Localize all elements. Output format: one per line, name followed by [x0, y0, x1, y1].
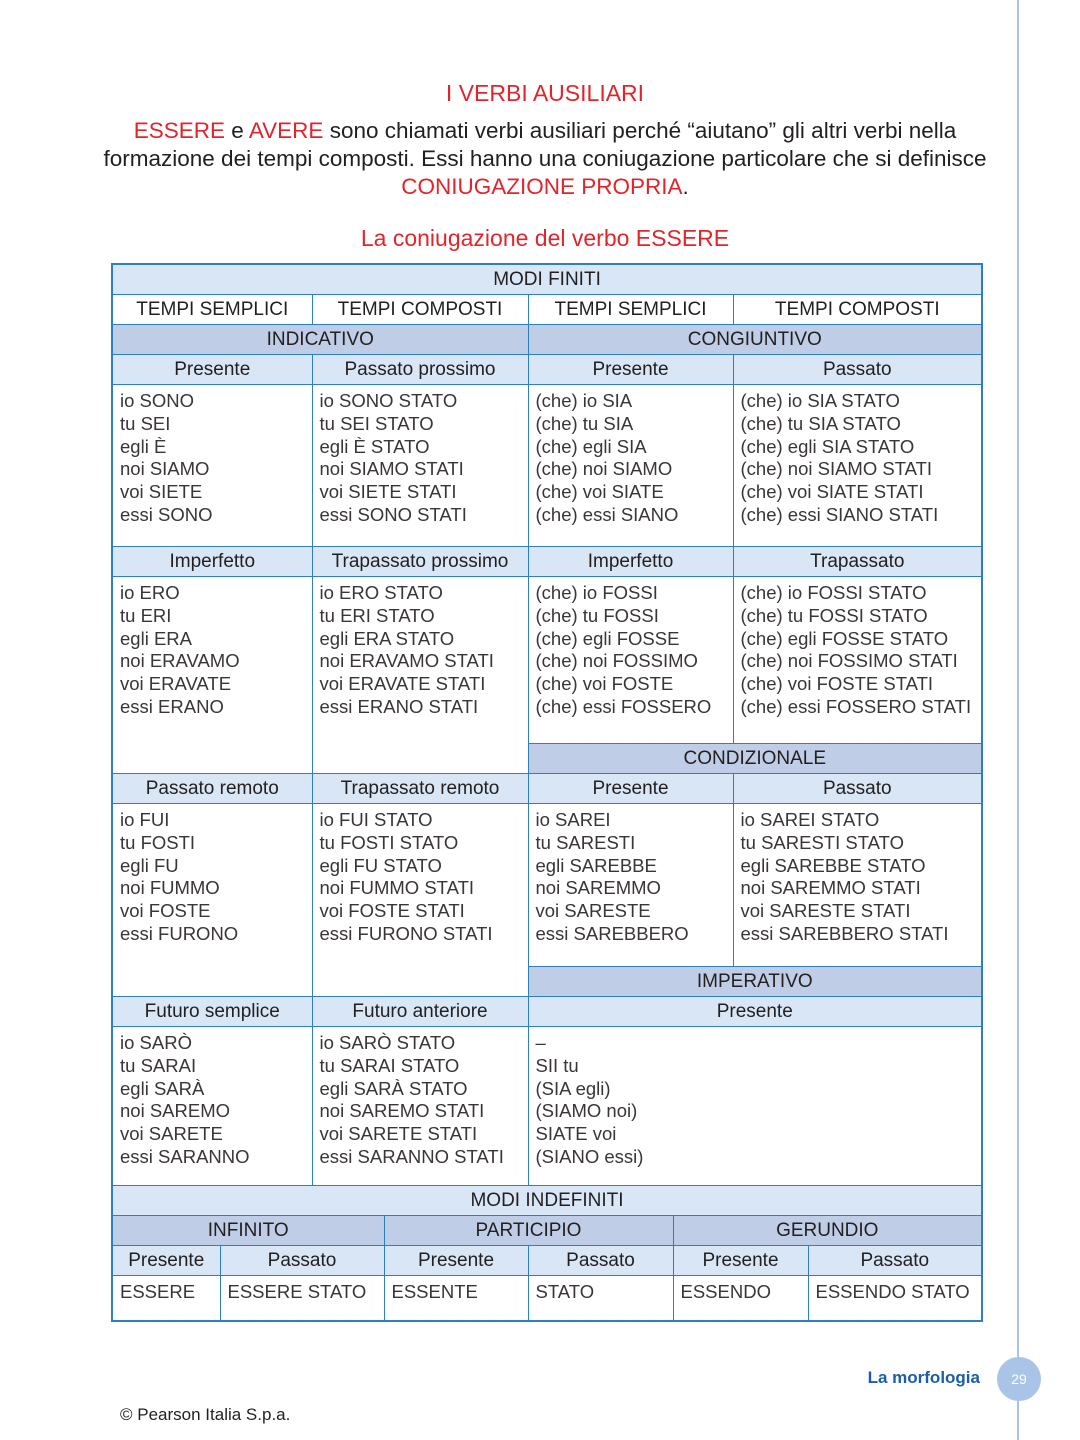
- ind-futuro-semplice-header: Futuro semplice: [112, 997, 312, 1027]
- intro-essere: ESSERE: [133, 118, 226, 143]
- ind-trapassato-remoto-header: Trapassato remoto: [312, 774, 528, 804]
- part-presente-header: Presente: [384, 1246, 528, 1276]
- conjugation-form: (che) voi FOSTE: [535, 673, 674, 695]
- conjugation-form: noi SAREMMO STATI: [740, 877, 921, 899]
- conjugation-form: io SONO STATO: [319, 390, 458, 411]
- modi-finiti-header: MODI FINITI: [112, 264, 982, 295]
- conjugation-form: (che) tu SIA: [535, 412, 634, 434]
- conjugation-form: egli SAREBBE: [535, 854, 657, 876]
- part-passato-header: Passato: [528, 1246, 673, 1276]
- conjugation-form: io SARÒ STATO: [319, 1032, 456, 1053]
- cond-presente-header: Presente: [528, 774, 733, 804]
- conjugation-form: egli FU STATO: [319, 854, 442, 876]
- conjugation-form: (che) noi FOSSIMO STATI: [740, 650, 958, 672]
- conjugation-form: voi SARESTE: [535, 900, 651, 922]
- conjugation-form: essi FURONO STATI: [319, 922, 493, 944]
- conjugation-form: io FUI STATO: [319, 809, 433, 830]
- imp-presente-header: Presente: [528, 997, 982, 1027]
- conjugation-form: (che) io SIA: [535, 390, 633, 411]
- conjugation-form: tu FOSTI STATO: [319, 831, 459, 853]
- cong-trapassato-cell: [733, 577, 982, 744]
- cond-presente-cell: [528, 804, 733, 967]
- conjugation-form: noi SIAMO: [120, 458, 210, 480]
- ind-futuro-semplice-cell: [112, 1027, 312, 1186]
- cong-passato-cell: [733, 385, 982, 547]
- ind-passato-prossimo-header: Passato prossimo: [312, 355, 528, 385]
- conjugation-form: (che) voi SIATE STATI: [740, 481, 924, 503]
- conjugation-form: voi SARETE STATI: [319, 1123, 478, 1145]
- conjugation-form: noi FUMMO STATI: [319, 877, 475, 899]
- intro-text-2: sono chiamati verbi ausiliari perché “aiutano” gli altri verbi nella formazione dei tempi composti. Essi hanno una coniugazione particolare che si definisce: [103, 118, 987, 171]
- conjugation-form: essi SONO: [120, 503, 213, 525]
- intro-coniugazione-propria: CONIUGAZIONE PROPRIA: [401, 174, 683, 199]
- ind-passato-remoto-header: Passato remoto: [112, 774, 312, 804]
- conjugation-form: noi SAREMMO: [535, 877, 661, 899]
- conjugation-form: voi SIETE: [120, 481, 203, 503]
- intro-avere: AVERE: [248, 118, 324, 143]
- conjugation-form: tu SEI: [120, 412, 171, 434]
- conjugation-form: essi SAREBBERO STATI: [740, 922, 949, 944]
- conjugation-form: tu SARAI STATO: [319, 1054, 460, 1076]
- conjugation-form: voi FOSTE: [120, 900, 211, 922]
- conjugation-form: noi ERAVAMO STATI: [319, 650, 494, 672]
- conjugation-form: (che) essi SIANO: [535, 503, 679, 525]
- conjugation-form: (che) essi FOSSERO: [535, 695, 712, 717]
- ind-trapassato-prossimo-cell: [312, 577, 528, 774]
- conjugation-form: voi FOSTE STATI: [319, 900, 465, 922]
- conjugation-form: noi SIAMO STATI: [319, 458, 464, 480]
- conjugation-form: (che) egli FOSSE: [535, 627, 680, 649]
- ind-futuro-anteriore-cell: [312, 1027, 528, 1186]
- conjugation-form: (SIAMO noi): [535, 1100, 638, 1122]
- conjugation-form: (che) voi FOSTE STATI: [740, 673, 934, 695]
- cond-passato-cell: [733, 804, 982, 967]
- conjugation-form: (che) io FOSSI STATO: [740, 582, 927, 603]
- conjugation-form: (che) io SIA STATO: [740, 390, 900, 411]
- conjugation-form: (che) noi FOSSIMO: [535, 650, 698, 672]
- conjugation-form: essi FURONO: [120, 922, 239, 944]
- conjugation-form: (che) tu FOSSI: [535, 604, 659, 626]
- cong-presente-cell: [528, 385, 733, 547]
- conjugation-form: voi SARESTE STATI: [740, 900, 911, 922]
- participio-header: PARTICIPIO: [384, 1216, 673, 1246]
- conjugation-form: essi SAREBBERO: [535, 922, 689, 944]
- conjugation-form: noi SAREMO STATI: [319, 1100, 485, 1122]
- conjugation-form: tu FOSTI: [120, 831, 196, 853]
- conjugation-form: voi ERAVATE STATI: [319, 673, 486, 695]
- conjugation-form: (che) essi FOSSERO STATI: [740, 695, 972, 717]
- ind-trapassato-remoto-cell: [312, 804, 528, 997]
- conjugation-form: (che) io FOSSI: [535, 582, 658, 603]
- cond-passato-header: Passato: [733, 774, 982, 804]
- condizionale-header: CONDIZIONALE: [528, 744, 982, 774]
- inf-passato-header: Passato: [220, 1246, 384, 1276]
- part-passato-cell: STATO: [528, 1276, 673, 1321]
- conjugation-form: (che) noi SIAMO STATI: [740, 458, 933, 480]
- conjugation-form: (che) egli SIA: [535, 435, 647, 457]
- gerundio-header: GERUNDIO: [673, 1216, 982, 1246]
- cong-passato-header: Passato: [733, 355, 982, 385]
- conjugation-form: (che) egli SIA STATO: [740, 435, 915, 457]
- indicativo-header: INDICATIVO: [112, 325, 528, 355]
- conjugation-form: SIATE voi: [535, 1123, 617, 1145]
- ger-presente-cell: ESSENDO: [673, 1276, 808, 1321]
- tempi-composti-header: TEMPI COMPOSTI: [312, 295, 528, 325]
- conjugation-form: (che) tu SIA STATO: [740, 412, 901, 434]
- modi-indefiniti-header: MODI INDEFINITI: [112, 1186, 982, 1216]
- section-subtitle: La coniugazione del verbo ESSERE: [360, 225, 730, 251]
- conjugation-form: io SARÒ: [120, 1032, 192, 1053]
- conjugation-form: (che) noi SIAMO: [535, 458, 673, 480]
- copyright-notice: © Pearson Italia S.p.a.: [120, 1405, 291, 1424]
- ind-presente-header: Presente: [112, 355, 312, 385]
- conjugation-form: (SIA egli): [535, 1077, 611, 1099]
- tempi-semplici-header: TEMPI SEMPLICI: [528, 295, 733, 325]
- ger-passato-cell: ESSENDO STATO: [808, 1276, 982, 1321]
- intro-text-3: .: [682, 174, 689, 199]
- ind-passato-remoto-cell: [112, 804, 312, 997]
- conjugation-form: tu SARESTI: [535, 831, 636, 853]
- inf-presente-header: Presente: [112, 1246, 220, 1276]
- conjugation-form: (che) voi SIATE: [535, 481, 664, 503]
- conjugation-form: (SIANO essi): [535, 1145, 644, 1167]
- conjugation-form: –: [535, 1032, 546, 1053]
- conjugation-form: (che) essi SIANO STATI: [740, 503, 939, 525]
- conjugation-form: egli SARÀ: [120, 1077, 205, 1099]
- inf-presente-cell: ESSERE: [112, 1276, 220, 1321]
- ind-imperfetto-header: Imperfetto: [112, 547, 312, 577]
- ind-imperfetto-cell: [112, 577, 312, 774]
- page-number-badge: 29: [997, 1357, 1041, 1401]
- ind-passato-prossimo-cell: [312, 385, 528, 547]
- conjugation-form: egli FU: [120, 854, 179, 876]
- conjugation-form: tu ERI: [120, 604, 172, 626]
- cong-trapassato-header: Trapassato: [733, 547, 982, 577]
- inf-passato-cell: ESSERE STATO: [220, 1276, 384, 1321]
- conjugation-form: tu SARESTI STATO: [740, 831, 904, 853]
- ger-passato-header: Passato: [808, 1246, 982, 1276]
- conjugation-form: egli ERA: [120, 627, 192, 649]
- conjugation-form: io SONO: [120, 390, 195, 411]
- conjugation-form: essi SONO STATI: [319, 503, 467, 525]
- conjugation-form: io FUI: [120, 809, 170, 830]
- imperativo-header: IMPERATIVO: [528, 967, 982, 997]
- infinito-header: INFINITO: [112, 1216, 384, 1246]
- conjugation-form: egli SARÀ STATO: [319, 1077, 468, 1099]
- cong-presente-header: Presente: [528, 355, 733, 385]
- conjugation-form: voi ERAVATE: [120, 673, 232, 695]
- ind-futuro-anteriore-header: Futuro anteriore: [312, 997, 528, 1027]
- tempi-semplici-header: TEMPI SEMPLICI: [112, 295, 312, 325]
- conjugation-form: egli SAREBBE STATO: [740, 854, 926, 876]
- conjugation-form: egli È: [120, 435, 167, 457]
- conjugation-form: (che) tu FOSSI STATO: [740, 604, 928, 626]
- conjugation-form: voi SARETE: [120, 1123, 223, 1145]
- conjugation-form: (che) egli FOSSE STATO: [740, 627, 949, 649]
- conjugation-form: tu SARAI: [120, 1054, 197, 1076]
- cong-imperfetto-cell: [528, 577, 733, 744]
- conjugation-form: io ERO STATO: [319, 582, 443, 603]
- page-margin-rule: [1017, 0, 1019, 1440]
- ind-presente-cell: [112, 385, 312, 547]
- conjugation-table: [111, 263, 983, 1322]
- conjugation-form: tu SEI STATO: [319, 412, 434, 434]
- part-presente-cell: ESSENTE: [384, 1276, 528, 1321]
- ger-presente-header: Presente: [673, 1246, 808, 1276]
- conjugation-form: essi SARANNO STATI: [319, 1145, 504, 1167]
- conjugation-form: noi FUMMO: [120, 877, 220, 899]
- conjugation-form: egli È STATO: [319, 435, 430, 457]
- conjugation-form: io SAREI STATO: [740, 809, 880, 830]
- conjugation-form: io ERO: [120, 582, 180, 603]
- conjugation-form: noi SAREMO: [120, 1100, 231, 1122]
- conjugation-form: essi ERANO: [120, 695, 224, 717]
- page-title: I VERBI AUSILIARI: [445, 80, 645, 106]
- conjugation-form: essi SARANNO: [120, 1145, 250, 1167]
- conjugation-form: io SAREI: [535, 809, 611, 830]
- intro-paragraph: [100, 117, 990, 201]
- section-label: La morfologia: [867, 1368, 980, 1387]
- conjugation-form: SII tu: [535, 1054, 579, 1076]
- congiuntivo-header: CONGIUNTIVO: [528, 325, 982, 355]
- conjugation-form: egli ERA STATO: [319, 627, 455, 649]
- cong-imperfetto-header: Imperfetto: [528, 547, 733, 577]
- imp-presente-cell: [528, 1027, 982, 1186]
- conjugation-form: tu ERI STATO: [319, 604, 435, 626]
- intro-text-1: e: [225, 118, 249, 143]
- conjugation-form: voi SIETE STATI: [319, 481, 457, 503]
- tempi-composti-header: TEMPI COMPOSTI: [733, 295, 982, 325]
- ind-trapassato-prossimo-header: Trapassato prossimo: [312, 547, 528, 577]
- conjugation-form: essi ERANO STATI: [319, 695, 479, 717]
- conjugation-form: noi ERAVAMO: [120, 650, 240, 672]
